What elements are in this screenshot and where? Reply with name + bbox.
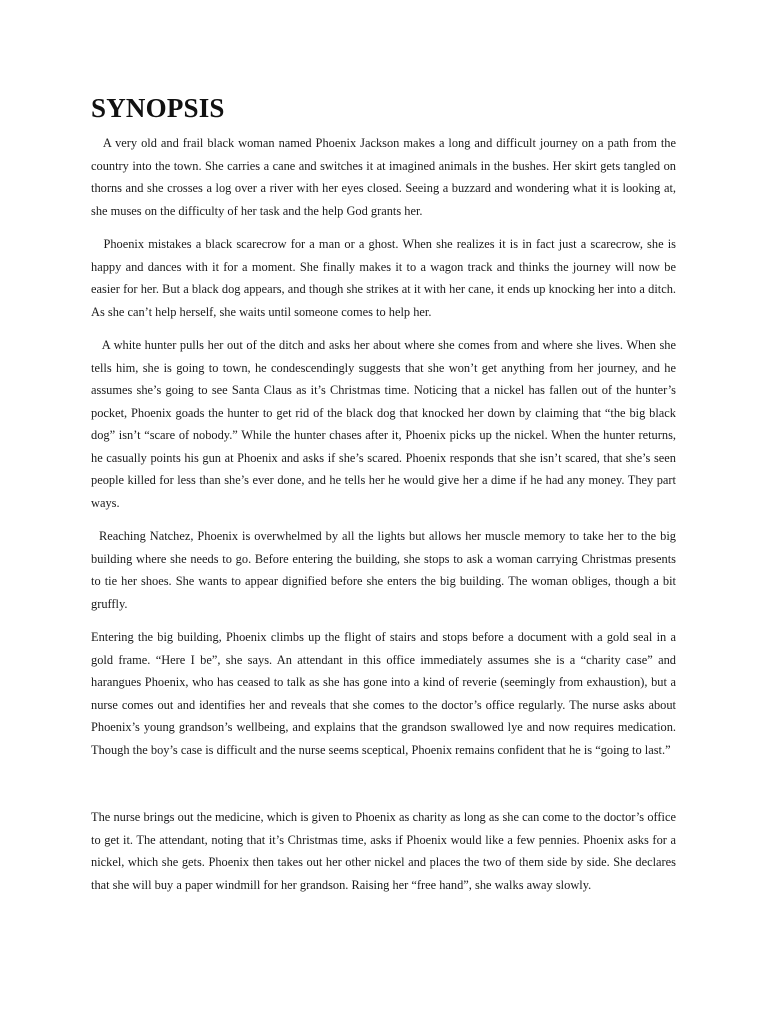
paragraph-hunter: A white hunter pulls her out of the ditch and asks her about where she comes from and where she lives. When she tells him, she is going to town, he condescendingly suggests that she won’t get anything from her journey, and he assumes she’s going to see Santa Claus as it’s Christmas time. Noticing that a nickel has fallen out of the hunter’s pocket, Phoenix goads the hunter to get rid of the black dog that knocked her down by claiming that “the big black dog” isn’t “scare of nobody.” While the hunter chases after it, Phoenix picks up the nickel. When the hunter returns, he casually points his gun at Phoenix and asks if she’s scared. Phoenix responds that she isn’t scared, that she’s seen people killed for less than she’s ever done, and he tells her he would give her a dime if he had any money. They part ways. (91, 338, 676, 510)
document-title: SYNOPSIS (91, 93, 225, 123)
paragraph-journey: A very old and frail black woman named Phoenix Jackson makes a long and difficult journey on a path from the country into the town. She carries a cane and switches it at imagined animals in the bushes. Her skirt gets tangled on thorns and she crosses a log over a river with her eyes closed. Seeing a buzzard and wondering what it is looking at, she muses on the difficulty of her task and the help God grants her. (91, 136, 676, 218)
paragraph-medicine: The nurse brings out the medicine, which is given to Phoenix as charity as long as she can come to the doctor’s office to get it. The attendant, noting that it’s Christmas time, asks if Phoenix would like a few pennies. Phoenix asks for a nickel, which she gets. Phoenix then takes out her other nickel and places the two of them side by side. She declares that she will buy a paper windmill for her grandson. Raising her “free hand”, she walks away slowly. (91, 810, 676, 892)
document-page (91, 92, 676, 907)
paragraph-big-building: Entering the big building, Phoenix climbs up the flight of stairs and stops before a document with a gold seal in a gold frame. “Here I be”, she says. An attendant in this office immediately assumes she is a “charity case” and harangues Phoenix, who has ceased to talk as she has gone into a kind of reverie (seemingly from exhaustion), but a nurse comes out and identifies her and reveals that she comes to the doctor’s office regularly. The nurse asks about Phoenix’s young grandson’s wellbeing, and explains that the grandson swallowed lye and now requires medication. Though the boy’s case is difficult and the nurse seems sceptical, Phoenix remains confident that he is “going to last.” (91, 630, 676, 757)
paragraph-natchez: Reaching Natchez, Phoenix is overwhelmed by all the lights but allows her muscle memory to take her to the big building where she needs to go. Before entering the building, she stops to ask a woman carrying Christmas presents to tie her shoes. She wants to appear dignified before she enters the big building. The woman obliges, though a bit gruffly. (91, 529, 676, 611)
paragraph-scarecrow: Phoenix mistakes a black scarecrow for a man or a ghost. When she realizes it is in fact just a scarecrow, she is happy and dances with it for a moment. She finally makes it to a wagon track and thinks the journey will now be easier for her. But a black dog appears, and though she strikes at it with her cane, it ends up knocking her into a ditch. As she can’t help herself, she waits until someone comes to help her. (91, 237, 676, 319)
